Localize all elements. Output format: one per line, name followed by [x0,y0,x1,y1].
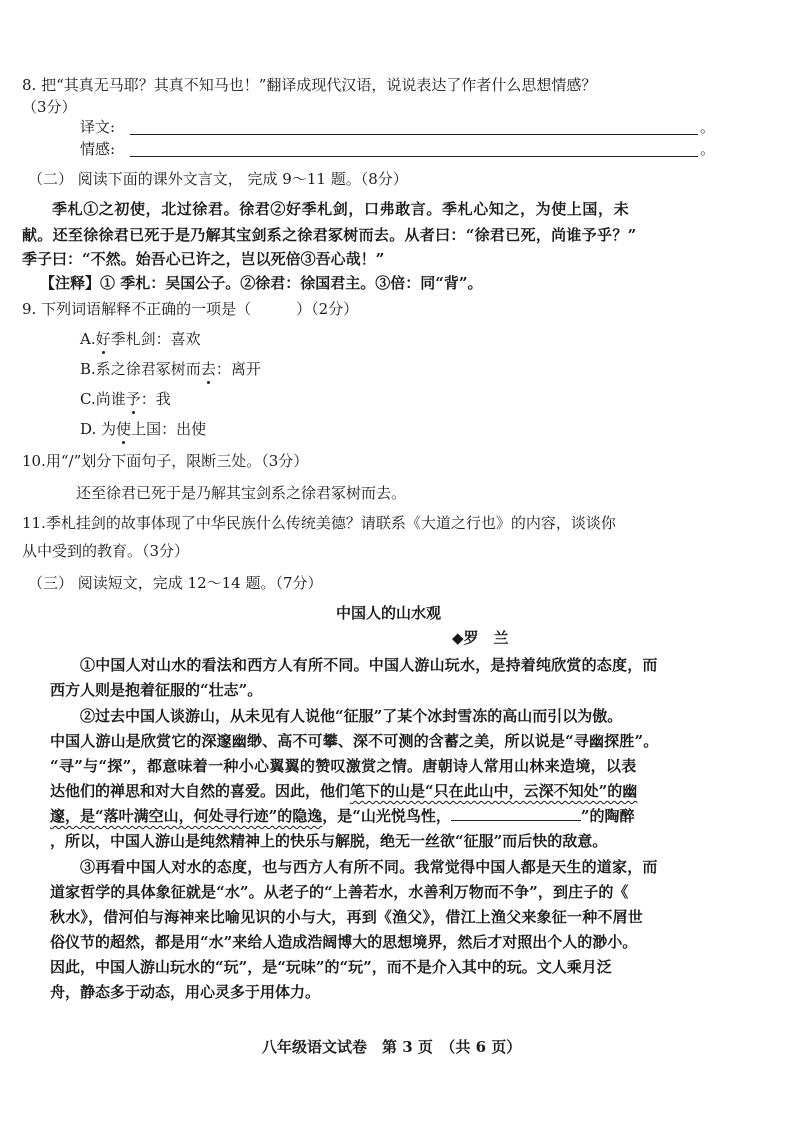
q9-option-a[interactable]: A.好季札剑：喜欢 [80,330,201,348]
option-letter: D. [80,420,97,438]
article-p3-line-4: 俗仪节的超然，都是用“水”来给人造成浩阔博大的思想境界，然后才对照出个人的渺小。 [50,933,638,951]
emphasized-character: 去 [200,360,216,378]
q8-translation-end: 。 [700,118,716,136]
article-author: ◆罗 兰 [452,629,509,647]
article-title: 中国人的山水观 [336,604,442,622]
article-p2-line-6: ，所以，中国人游山是纯然精神上的快乐与解脱，绝无一丝欲“征服”而后快的敌意。 [50,832,608,850]
option-letter: B. [80,360,96,378]
q11-stem-line-2: 从中受到的教育。（3分） [22,542,190,560]
q9-option-d[interactable]: D. 为使上国：出使 [80,420,207,438]
emphasized-character: 予 [125,390,141,408]
section2-notes: 【注释】① 季札：吴国公子。②徐君：徐国君主。③倍：同“背”。 [40,274,483,292]
q10-sentence[interactable]: 还至徐君已死于是乃解其宝剑系之徐君冢树而去。 [76,484,407,502]
section2-passage-line-2: 献。还至徐徐君已死于是乃解其宝剑系之徐君冢树而去。从者曰：“徐君已死，尚谁予乎？” [22,226,637,244]
section3-heading: （三） 阅读短文，完成 12～14 题。（7分） [28,574,323,592]
article-p3-line-3: 秋水》，借河伯与海神来比喻见识的小与大，再到《渔父》，借江上渔父来象征一种不屑世 [50,908,644,926]
article-p2-line-2: 中国人游山是欣赏它的深邃幽缈、高不可攀、深不可测的含蓄之美，所以说是“寻幽探胜”。 [50,732,659,750]
wavy-underlined-phrase: 邃，是“落叶满空山，何处寻行迹”的隐逸 [50,807,323,825]
wavy-underlined-phrase: 笔下的山是“只在此山中，云深不知处”的幽 [350,782,638,800]
page-footer: 八年级语文试卷 第 3 页 （共 6 页） [262,1038,522,1056]
q8-translation-answer-line[interactable] [130,134,698,135]
option-letter: A. [80,330,96,348]
option-letter: C. [80,390,96,408]
q8-feeling-label: 情感: [80,140,116,158]
article-p2-line-4: 达他们的禅思和对大自然的喜爱。因此，他们笔下的山是“只在此山中，云深不知处”的幽 [50,782,638,800]
article-p2-line-1: ②过去中国人谈游山，从未见有人说他“征服”了某个冰封雪冻的高山而引以为傲。 [80,707,623,725]
article-p3-line-5: 因此，中国人游山玩水的“玩”，是“玩味”的“玩”，而不是介入其中的玩。文人乘月泛 [50,958,612,976]
emphasized-character: 好 [95,330,111,348]
emphasized-character: 使 [116,420,132,438]
section2-passage-line-1: 季札①之初使，北过徐君。徐君②好季札剑，口弗敢言。季札心知之，为使上国，未 [52,200,630,218]
q9-option-b[interactable]: B.系之徐君冢树而去：离开 [80,360,261,378]
article-p2-line-5: 邃，是“落叶满空山，何处寻行迹”的隐逸，是“山光悦鸟性， ”的陶醉 [50,807,635,825]
article-p3-line-2: 道家哲学的具体象征就是“水”。从老子的“上善若水，水善利万物而不争”，到庄子的《 [50,883,629,901]
article-p1-line-2: 西方人则是抱着征服的“壮志”。 [50,681,263,699]
q8-stem: 8. 把“其真无马耶？其真不知马也！”翻译成现代汉语，说说表达了作者什么思想情感？ [22,76,597,94]
q11-stem-line-1: 11.季札挂剑的故事体现了中华民族什么传统美德？请联系《大道之行也》的内容，谈谈你 [22,514,616,532]
q8-feeling-answer-line[interactable] [130,156,698,157]
article-p2-line-3: “寻”与“探”，都意味着一种小心翼翼的赞叹激赏之情。唐朝诗人常用山林来造境，以表 [50,757,637,775]
q9-stem: 9. 下列词语解释不正确的一项是（ ）（2分） [22,300,359,318]
article-p3-line-1: ③再看中国人对水的态度，也与西方人有所不同。我常觉得中国人都是天生的道家，而 [80,858,658,876]
section2-passage-line-3: 季子曰：“不然。始吾心已许之，岂以死倍③吾心哉！” [22,250,385,268]
section2-heading: （二） 阅读下面的课外文言文， 完成 9～11 题。（8分） [28,170,408,188]
article-p3-line-6: 舟，静态多于动态，用心灵多于用体力。 [50,983,321,1001]
article-p1-line-1: ①中国人对山水的看法和西方人有所不同。中国人游山玩水，是持着纯欣赏的态度，而 [80,656,658,674]
q8-points: （3分） [22,98,77,116]
q9-option-c[interactable]: C.尚谁予：我 [80,390,171,408]
fill-in-blank[interactable] [451,820,581,821]
q8-feeling-end: 。 [700,140,716,158]
q10-stem: 10.用“/”划分下面句子，限断三处。（3分） [22,452,309,470]
q8-translation-label: 译文: [80,118,116,136]
